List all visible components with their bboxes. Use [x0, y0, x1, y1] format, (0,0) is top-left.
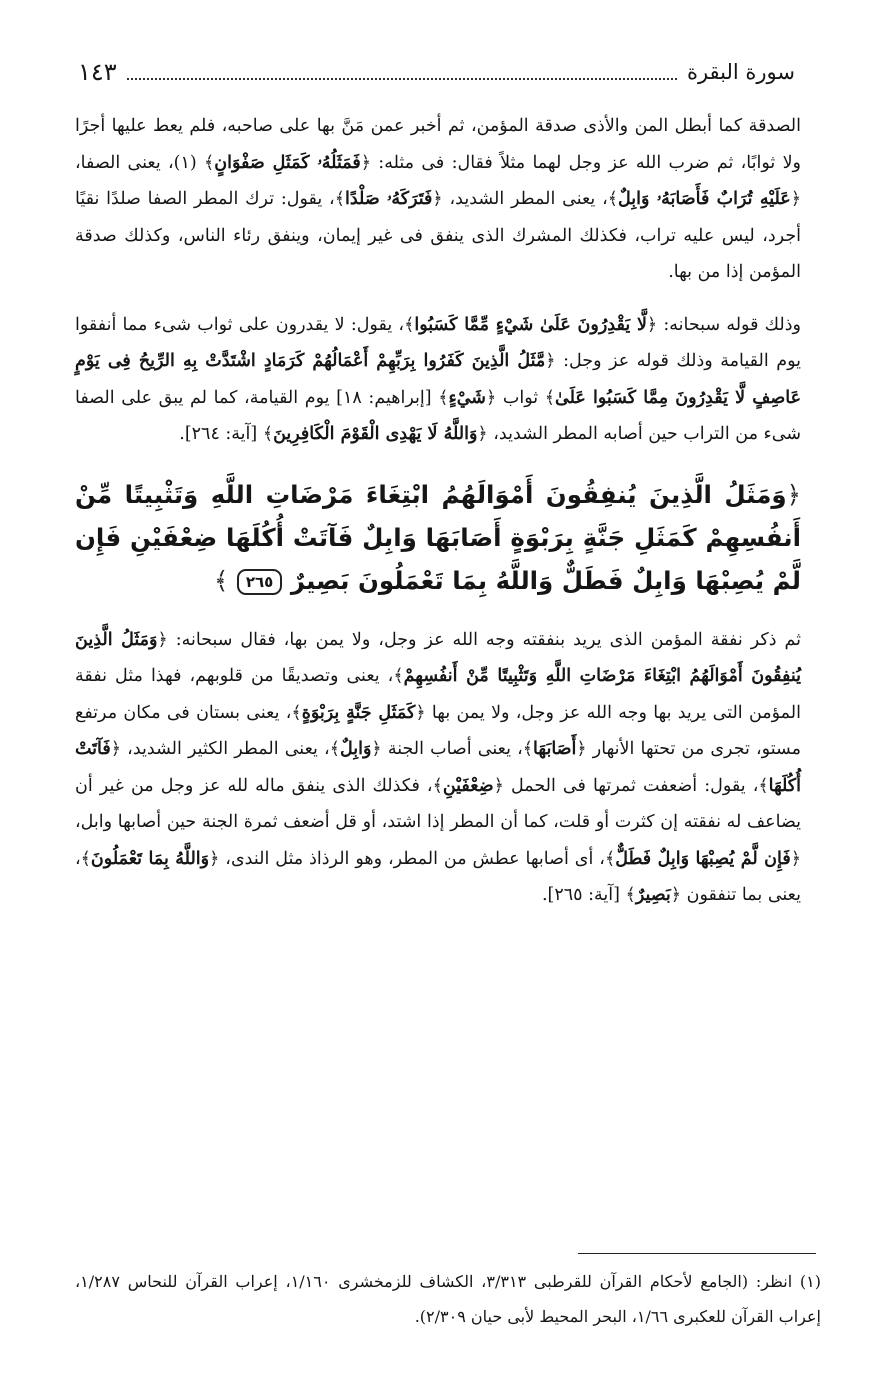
text-run: ثواب: [496, 387, 545, 408]
quran-close-ornament: ﴾: [522, 739, 534, 759]
quran-quote: فَتَرَكَهُۥ صَلْدًا: [344, 189, 433, 209]
quran-quote: وَاللَّهُ بِمَا تَعْمَلُونَ: [90, 848, 210, 869]
text-run: ، يعنى بما تنفقون: [75, 848, 801, 905]
quran-open-ornament: ﴿: [786, 479, 801, 509]
quran-close-ornament: ﴾: [329, 739, 340, 759]
quran-quote: فَمَثَلُهُۥ كَمَثَلِ صَفْوَانٍ: [214, 152, 361, 173]
footnote-text: (١) انظر: (الجامع لأحكام القرآن للقرطبى ٣/٣١٣، الكشاف للزمخشرى ١/١٦٠، إعراب القرآن للنحاس ١/٢٨٧، إعراب القرآن للعكبرى ١/٦٦، البحر المحيط لأبى حيان ٢/٣٠٩).: [75, 1272, 821, 1326]
text-run: ، يعنى وتصديقًا من قلوبهم، فهذا مثل نفقة المؤمن التى يريد بها وجه الله عز وجل، ولا يمن بها: [75, 666, 801, 723]
footnote-reference: (١): [173, 152, 205, 173]
quran-close-ornament: ﴾: [625, 885, 636, 905]
quran-open-ornament: ﴿: [209, 848, 220, 869]
quran-quote: بَصِيرٌ: [635, 885, 671, 905]
quran-open-ornament: ﴿: [790, 848, 801, 869]
quran-open-ornament: ﴿: [485, 387, 497, 408]
quran-open-ornament: ﴿: [415, 702, 426, 723]
quran-open-ornament: ﴿: [670, 885, 682, 905]
quran-quote: شَيْءٍ: [448, 387, 486, 408]
quran-open-ornament: ﴿: [493, 775, 504, 796]
paragraph-2: [75, 307, 801, 453]
quran-quote: مَّثَلُ الَّذِينَ كَفَرُوا بِرَبِّهِمْ أَعْمَالُهُمْ كَرَمَادٍ اشْتَدَّتْ بِهِ الرِّيحُ فِى يَوْمٍ عَاصِفٍ لَّا يَقْدِرُونَ مِمَّا كَسَبُوا عَلَىٰ: [75, 351, 802, 408]
quran-open-ornament: ﴿: [477, 424, 488, 444]
footnote: [75, 1264, 821, 1334]
quran-open-ornament: ﴿: [110, 739, 122, 759]
footnote-divider: [578, 1253, 816, 1254]
text-run: [آية: ٢٦٤].: [179, 424, 263, 444]
text-run: ، يعنى الصفا،: [75, 152, 174, 173]
page-number: ١٤٣: [78, 58, 117, 86]
quran-quote: وَاللَّهُ لَا يَهْدِى الْقَوْمَ الْكَافِرِينَ: [273, 424, 478, 444]
text-run: ، فكذلك الذى ينفق ماله لله عز وجل من غير أن يضاعف له نفقته إن كثرت أو قلت، كما أن المطر إذا اشتد، أو قل أضعف ثمرة الجنة حين أصابها وابل،: [75, 775, 801, 832]
text-run: ، يعنى المطر الكثير الشديد،: [121, 739, 330, 759]
text-run: ثم ذكر نفقة المؤمن الذى يريد بنفقته وجه الله عز وجل، ولا يمن بها، فقال سبحانه:: [167, 629, 801, 650]
quran-quote: كَمَثَلِ جَنَّةٍ بِرَبْوَةٍ: [301, 702, 416, 723]
text-run: [إبراهيم: ١٨] يوم القيامة، كما لم يبق على الصفا شىء من التراب حين أصابه المطر الشديد،: [75, 387, 801, 444]
quran-quote: أَصَابَهَا: [533, 739, 577, 759]
quran-quote: فَآتَتْ أُكُلَهَا: [75, 739, 801, 796]
quran-close-ornament: ﴾: [291, 702, 302, 723]
text-run: ، يعنى أصاب الجنة: [381, 739, 523, 759]
quran-open-ornament: ﴿: [371, 739, 382, 759]
ayah-number-badge: ٢٦٥: [237, 569, 282, 595]
quran-open-ornament: ﴿: [790, 189, 801, 209]
quran-quote: عَلَيْهِ تُرَابٌ فَأَصَابَهُۥ وَابِلٌ: [618, 189, 791, 209]
quran-close-ornament: ﴾: [604, 848, 616, 869]
quran-close-ornament: ﴾: [80, 848, 91, 869]
quran-close-ornament: ﴾: [204, 152, 215, 173]
quran-open-ornament: ﴿: [157, 629, 168, 650]
quran-open-ornament: ﴿: [360, 152, 371, 173]
text-run: الصدقة كما أبطل المن والأذى صدقة المؤمن، ثم أخبر عمن مَنَّ بها على صاحبه، فلم يعط عليها أجرًا ولا ثوابًا، ثم ضرب الله عز وجل لهما مثلاً فقال: فى مثله:: [75, 116, 802, 173]
quran-quote: ضِعْفَيْنِ: [442, 775, 494, 796]
quran-close-ornament: ﴾: [404, 314, 415, 335]
quran-quote: فَإِن لَّمْ يُصِبْهَا وَابِلٌ فَطَلٌّ: [615, 848, 791, 869]
quran-close-ornament: ﴾: [262, 424, 274, 444]
page-header: [78, 55, 795, 89]
text-run: ، يقول: أضعفت ثمرتها فى الحمل: [503, 775, 759, 796]
quran-close-ornament: ﴾: [438, 387, 449, 408]
text-run: ، يقول: لا يقدرون على ثواب شىء مما أنفقوا يوم القيامة وذلك قوله عز وجل:: [75, 314, 802, 371]
text-run: ، يقول: ترك المطر الصفا صلدًا نقيًا أجرد، ليس عليه تراب، فكذلك المشرك الذى ينفق فى غير إيمان، وينفق رئاء الناس، وكذلك صدقة المؤمن إذا من بها.: [75, 189, 801, 282]
featured-verse: [75, 473, 801, 602]
quran-close-ornament: ﴾: [432, 775, 443, 796]
quran-close-ornament: ﴾: [544, 387, 556, 408]
verse-text: وَمَثَلُ الَّذِينَ يُنفِقُونَ أَمْوَالَهُمُ ابْتِغَاءَ مَرْضَاتِ اللَّهِ وَتَثْبِيتًا مِّنْ أَنفُسِهِمْ كَمَثَلِ جَنَّةٍ بِرَبْوَةٍ أَصَابَهَا وَابِلٌ فَآتَتْ أُكُلَهَا ضِعْفَيْنِ فَإِن لَّمْ يُصِبْهَا وَابِلٌ فَطَلٌّ وَاللَّهُ بِمَا تَعْمَلُونَ بَصِيرٌ: [75, 479, 801, 595]
quran-open-ornament: ﴿: [646, 314, 658, 335]
quran-close-ornament: ﴾: [758, 775, 769, 796]
quran-quote: وَابِلٌ: [339, 739, 372, 759]
quran-quote: لَّا يَقْدِرُونَ عَلَىٰ شَيْءٍ مِّمَّا كَسَبُوا: [414, 314, 647, 335]
quran-close-ornament: ﴾: [607, 189, 619, 209]
quran-open-ornament: ﴿: [432, 189, 443, 209]
text-run: وذلك قوله سبحانه:: [657, 314, 801, 335]
sura-title: سورة البقرة: [686, 60, 795, 84]
quran-quote: وَمَثَلُ الَّذِينَ يُنفِقُونَ أَمْوَالَهُمُ ابْتِغَاءَ مَرْضَاتِ اللَّهِ وَتَثْبِيتًا مِّنْ أَنفُسِهِمْ: [75, 629, 802, 686]
text-run: [آية: ٢٦٥].: [541, 885, 626, 905]
paragraph-1: [75, 108, 801, 291]
text-run: ، أى أصابها عطش من المطر، وهو الرذاذ مثل الندى،: [219, 848, 605, 869]
text-run: ، يعنى بستان فى مكان مرتفع مستو، تجرى من تحتها الأنهار: [75, 702, 801, 759]
text-run: ، يعنى المطر الشديد،: [442, 189, 608, 209]
quran-open-ornament: ﴿: [545, 351, 556, 371]
header-dotted-leader: [127, 78, 677, 80]
quran-close-ornament: ﴾: [334, 189, 345, 209]
quran-close-ornament: ﴾: [213, 565, 229, 595]
page-body: [75, 108, 801, 914]
quran-close-ornament: ﴾: [393, 666, 404, 686]
paragraph-3: [75, 622, 801, 914]
quran-open-ornament: ﴿: [576, 739, 587, 759]
